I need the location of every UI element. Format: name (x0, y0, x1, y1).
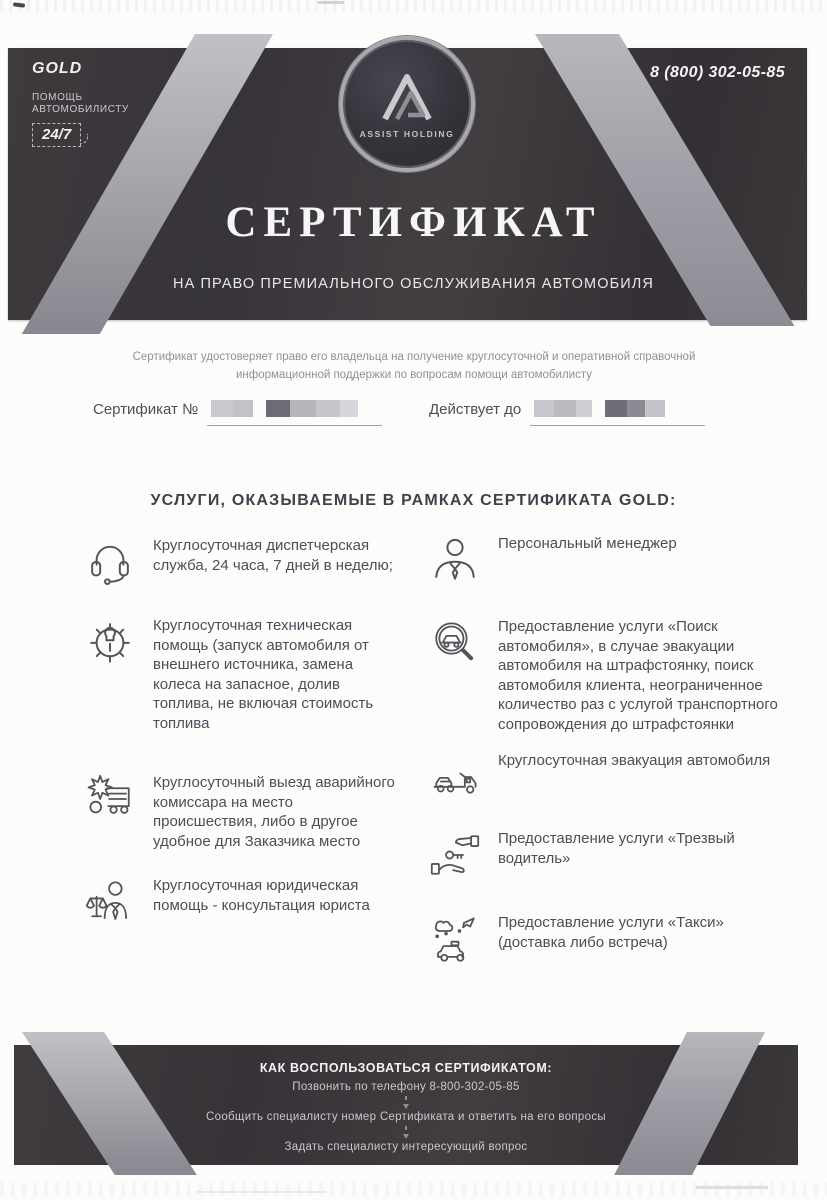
tagline-line1: ПОМОЩЬ (32, 92, 83, 103)
scan-speck (696, 1186, 768, 1189)
valid-until-redacted (530, 398, 705, 419)
services-heading: УСЛУГИ, ОКАЗЫВАЕМЫЕ В РАМКАХ СЕРТИФИКАТА GOLD: (150, 492, 677, 509)
service-item (430, 751, 782, 803)
footer-step-3: Задать специалисту интересующий вопрос (284, 1141, 528, 1153)
step-arrow-icon (403, 1104, 409, 1109)
personal-manager-icon (430, 534, 480, 586)
taxi-icon (430, 913, 480, 965)
dispatcher-headset-icon (85, 536, 135, 588)
scan-speck (196, 1191, 326, 1193)
step-arrow-icon (405, 1096, 407, 1100)
service-text: Предоставление услуги «Трезвый водитель» (498, 830, 735, 867)
accident-commissioner-car-crash-icon (85, 773, 135, 825)
assist-holding-logo (339, 36, 475, 172)
scan-speck (318, 1, 344, 4)
service-item (430, 829, 782, 881)
tagline (32, 92, 129, 116)
scan-noise-bottom (0, 1182, 827, 1196)
certificate-number-label: Сертификат № (93, 401, 199, 418)
valid-until-value (530, 398, 705, 426)
service-text: Круглосуточная техническая помощь (запуск автомобиля от внешнего источника, замена колеса на запасное, долив топлива, не включая стоимость топлива (153, 617, 374, 732)
tow-truck-icon (430, 751, 480, 803)
service-text: Персональный менеджер (498, 535, 677, 552)
service-text: Круглосуточная эвакуация автомобиля (498, 752, 771, 769)
service-text: Круглосуточная диспетчерская служба, 24 часа, 7 дней в неделю; (153, 537, 393, 574)
tier-block (32, 60, 129, 147)
footer-heading: КАК ВОСПОЛЬЗОВАТЬСЯ СЕРТИФИКАТОМ: (259, 1061, 553, 1075)
service-item (430, 913, 782, 965)
service-item (85, 773, 401, 851)
valid-until-field (429, 398, 705, 426)
service-text: Предоставление услуги «Поиск автомобиля», в случае эвакуации автомобиля на штрафстоянку, поиск автомобиля клиента, неограниченное количество раз с услугой транспортного сопровождения до штрафстоянки (498, 618, 778, 733)
service-item (85, 616, 401, 733)
logo-caption: ASSIST HOLDING (359, 129, 455, 139)
certificate-number-value (207, 398, 382, 426)
legal-help-lawyer-scales-icon (85, 876, 135, 928)
intro-text: Сертификат удостоверяет право его владельца на получение круглосуточной и оперативной справочной информационной поддержки по вопросам помощи автомобилисту (132, 351, 696, 381)
badge-24-7: 24/7 (32, 123, 81, 147)
service-item (85, 876, 401, 928)
service-item (430, 534, 782, 586)
service-text: Круглосуточный выезд аварийного комиссара на место происшествия, либо в другое удобное для Заказчика место (153, 774, 395, 850)
footer-step-1: Позвонить по телефону 8-800-302-05-85 (292, 1081, 520, 1093)
tagline-line2: АВТОМОБИЛИСТУ (32, 104, 129, 115)
service-text: Предоставление услуги «Такси» (доставка либо встреча) (498, 914, 724, 951)
services-left-column (85, 536, 401, 928)
scan-noise-top (0, 0, 827, 12)
sober-driver-key-handover-icon (430, 829, 480, 881)
step-arrow-icon (403, 1134, 409, 1139)
certificate-subtitle: НА ПРАВО ПРЕМИАЛЬНОГО ОБСЛУЖИВАНИЯ АВТОМОБИЛЯ (173, 276, 654, 292)
services-right-column (430, 534, 782, 965)
step-arrow-icon (405, 1126, 407, 1130)
field-underline (530, 419, 705, 426)
phone-number: 8 (800) 302-05-85 (650, 64, 785, 81)
certificate-number-redacted (207, 398, 382, 419)
service-text: Круглосуточная юридическая помощь - консультация юриста (153, 877, 370, 914)
gold-tier-label: GOLD (32, 60, 83, 77)
logo-monogram-icon (375, 69, 439, 127)
car-search-magnifier-icon (430, 617, 480, 669)
valid-until-label: Действует до (429, 401, 522, 418)
footer-step-2: Сообщить специалисту номер Сертификата и ответить на его вопросы (206, 1111, 606, 1123)
certificate-title: СЕРТИФИКАТ (225, 199, 602, 246)
technical-help-gear-wrench-icon (85, 616, 135, 668)
certificate-number-field (93, 398, 382, 426)
service-item (85, 536, 401, 588)
field-underline (207, 419, 382, 426)
service-item (430, 617, 782, 734)
